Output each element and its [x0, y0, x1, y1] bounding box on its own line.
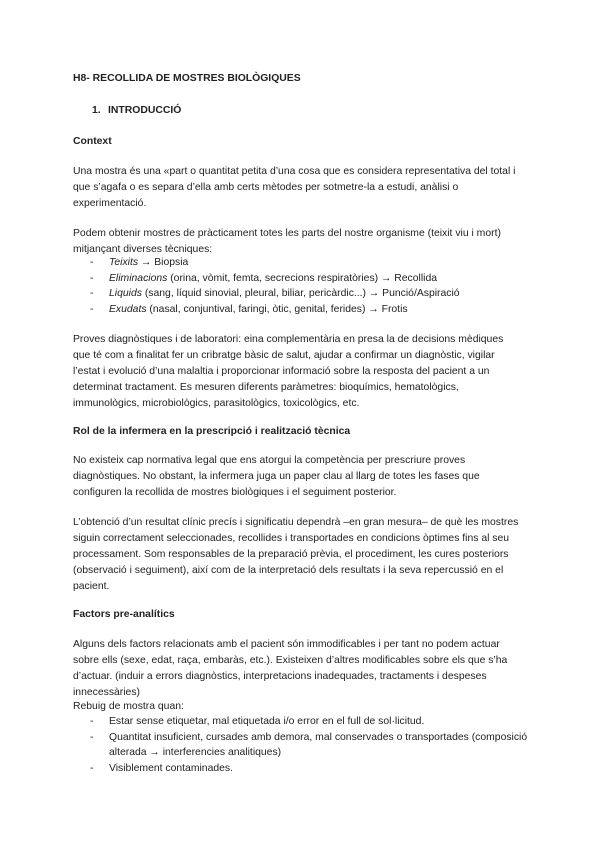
section-number: 1.	[92, 105, 101, 116]
section-label: INTRODUCCIÓ	[108, 105, 182, 116]
list-term: Eliminacions	[109, 272, 168, 284]
list-text: Visiblement contaminades.	[109, 762, 233, 774]
list-item	[90, 761, 530, 777]
paragraph-definition: Una mostra és una «part o quantitat petita d’una cosa que es considera representativa del total i que s’agafa o es separa d’ella amb certs mètodes per sotmetre-la a estudi, anàlisi o experimentació.	[73, 166, 516, 209]
list-item	[90, 302, 530, 318]
section-heading-introduccio	[92, 104, 181, 118]
list-text: Quantitat insuficient, cursades amb demora, mal conservades o transportades (composició alterada → interferencies analitiques)	[109, 731, 528, 759]
list-dash: -	[90, 716, 94, 727]
list-term: Liquids	[109, 288, 142, 300]
list-dash: -	[90, 303, 94, 315]
list-dash: -	[90, 257, 94, 268]
list-term: Exudats	[109, 303, 147, 315]
list-term: Teixits	[109, 257, 139, 268]
rebuig-list	[90, 714, 530, 776]
list-item	[90, 271, 530, 287]
paragraph-factors: Alguns dels factors relacionats amb el pacient són immodificables i per tant no podem actuar sobre ells (sexe, edat, raça, embaràs, etc.). Existeixen d’altres modificables sobre els que s’ha d’actuar. (induir a errors diagnòstics, interpretacions inadequades, tractaments i despeses innecessàries)	[73, 639, 508, 698]
list-dash: -	[90, 762, 94, 774]
heading-factors-preanalitics: Factors pre-analítics	[73, 609, 175, 620]
list-item	[90, 255, 530, 271]
paragraph-rol-2: L’obtenció d’un resultat clínic precís i significatiu dependrà –en gran mesura– de què les mostres siguin correctament seleccionades, recollides i transportades en condicions òptimes fins al seu processament. Som responsables de la preparació prèvia, el procediment, les cures posteriors (observació i seguiment), així com de la interpretació dels resultats i la seva repercussió en el pacient.	[73, 517, 519, 592]
list-dash: -	[90, 272, 94, 284]
list-item	[90, 730, 530, 761]
techniques-list	[90, 255, 530, 317]
list-text: → Biopsia	[138, 257, 189, 268]
list-text: Estar sense etiquetar, mal etiquetada i/o error en el full de sol·licitud.	[109, 716, 425, 727]
paragraph-rol-1: No existeix cap normativa legal que ens atorgui la competència per prescriure proves diagnòstiques. No obstant, la infermera juga un paper clau al llarg de totes les fases que configuren la recollida de mostres biològiques i el seguiment posterior.	[73, 455, 480, 498]
list-item	[90, 714, 530, 730]
document-title: H8- RECOLLIDA DE MOSTRES BIOLÒGIQUES	[73, 73, 301, 84]
list-dash: -	[90, 288, 94, 300]
list-text: (orina, vòmit, femta, secrecions respiratòries) → Recollida	[167, 272, 437, 284]
rebuig-label: Rebuig de mostra quan:	[73, 701, 184, 712]
heading-rol-infermera: Rol de la infermera en la prescripció i realització tècnica	[73, 426, 351, 437]
paragraph-techniques-intro: Podem obtenir mostres de pràcticament totes les parts del nostre organisme (teixit viu i mort) mitjançant diverses tècniques:	[73, 228, 501, 255]
list-text: (sang, líquid sinovial, pleural, biliar, pericàrdic...) → Punció/Aspiració	[141, 288, 460, 300]
list-dash: -	[90, 731, 94, 743]
list-item	[90, 286, 530, 302]
heading-context: Context	[73, 136, 112, 147]
paragraph-diagnostic-tests: Proves diagnòstiques i de laboratori: eina complementària en presa la de decisions mèdiques que té com a finalitat fer un cribratge bàsic de salut, ajudar a confirmar un diagnòstic, vigilar l’estat i evolució d’una malaltia i proporcionar informació sobre la resposta del pacient a un determinat tractament. Es mesuren diferents paràmetres: bioquímics, hematològics, immunològics, microbiològics, parasitològics, toxicològics, etc.	[73, 334, 504, 409]
list-text: (nasal, conjuntival, faringi, òtic, genital, ferides) → Frotis	[146, 303, 408, 315]
